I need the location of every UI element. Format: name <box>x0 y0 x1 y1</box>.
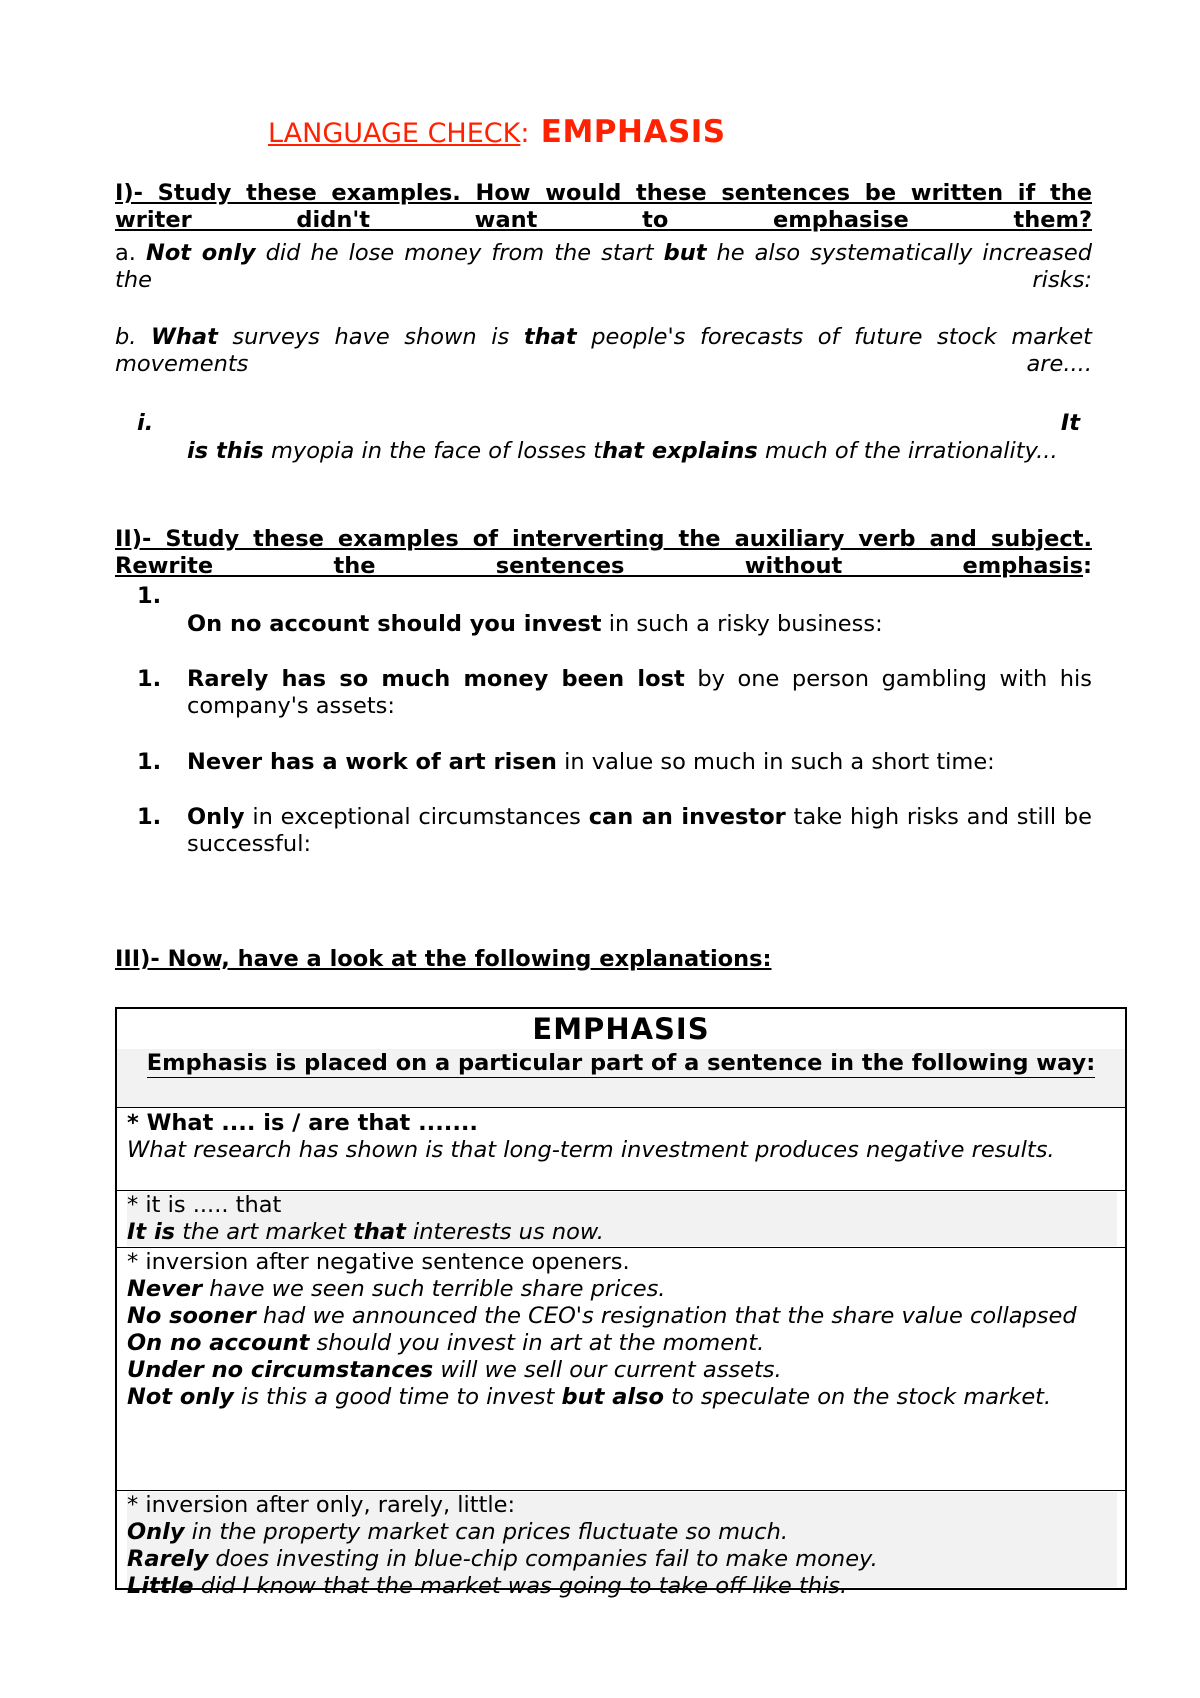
section-2-heading-text: II)- Study these examples of interverting the auxiliary verb and subject. Rewrite the sentences without emphasis <box>115 526 1092 579</box>
example-i <box>115 410 1092 490</box>
box-section-inversion-only <box>127 1492 1117 1599</box>
list-item-rest: in such a risky business: <box>601 611 883 637</box>
list-item-text <box>187 749 1092 776</box>
example-b-text2: people's forecasts of future stock market movements are.... <box>115 324 1093 377</box>
example-b-label: b. <box>115 324 137 350</box>
section-2-heading-colon: : <box>1083 553 1092 579</box>
rule-itis: * it is ..... that <box>127 1192 282 1218</box>
example-a-bold2: but <box>663 240 707 266</box>
list-item-text <box>187 611 1092 638</box>
list-item-text1: in exceptional circumstances <box>244 804 589 830</box>
list-item-bold2: can an investor <box>588 804 786 830</box>
example-no-sooner: No sooner had we announced the CEO's resignation that the share value collapsed <box>127 1303 1077 1329</box>
example-on-no-account: On no account should you invest in art at the moment. <box>127 1330 765 1356</box>
list-item-bold: Rarely has so much money been lost <box>187 666 685 692</box>
example-what: What research has shown is that long-term investment produces negative results. <box>127 1137 1055 1163</box>
box-section-inversion-negative <box>127 1249 1117 1411</box>
example-b-text1: surveys have shown is <box>217 324 524 350</box>
example-a-bold1: Not only <box>145 240 256 266</box>
example-i-bold1: is this <box>187 438 264 464</box>
example-under-no-circumstances: Under no circumstances will we sell our current assets. <box>127 1357 782 1383</box>
title-colon: : <box>520 118 530 149</box>
example-i-text1: myopia in the face of losses t <box>263 438 603 464</box>
list-item-bold: Never has a work of art risen <box>187 749 557 775</box>
list-item-bold1: Only <box>187 804 245 830</box>
title-emphasis: EMPHASIS <box>529 114 726 150</box>
list-item-text2: take high risks and still be successful: <box>187 804 1092 857</box>
list-item-text <box>187 666 1092 720</box>
box-section-what <box>127 1110 1117 1164</box>
example-i-bold2: hat explains <box>602 438 758 464</box>
list-item-number: 1. <box>137 804 162 830</box>
example-a-label: a. <box>115 240 136 266</box>
divider <box>117 1107 1125 1108</box>
title-language-check: LANGUAGE CHECK <box>268 118 521 149</box>
example-itis: It is the art market that interests us now. <box>127 1219 604 1245</box>
list-item-text <box>187 804 1092 858</box>
divider <box>117 1490 1125 1491</box>
example-never: Never have we seen such terrible share prices. <box>127 1276 666 1302</box>
emphasis-box <box>115 1007 1127 1599</box>
list-item <box>115 804 1092 860</box>
example-a-text1: did he lose money from the start <box>255 240 664 266</box>
list-item-rest: by one person gambling with his company's assets: <box>187 666 1092 719</box>
section-2-heading <box>115 526 1092 580</box>
list-item-number: 1. <box>137 666 162 692</box>
example-not-only: Not only is this a good time to invest but also to speculate on the stock market. <box>127 1384 1052 1410</box>
box-section-itis <box>127 1192 1117 1246</box>
example-i-text2: much of the irrationality... <box>757 438 1058 464</box>
example-b-bold2: that <box>523 324 577 350</box>
list-item <box>115 583 1092 639</box>
example-little: Little did I know that the market was going to take off like this. <box>127 1573 848 1599</box>
example-i-text <box>187 438 1092 465</box>
divider <box>117 1247 1125 1248</box>
box-subtitle: Emphasis is placed on a particular part of a sentence in the following way: <box>117 1049 1125 1107</box>
page-title <box>268 112 726 154</box>
section-1-heading: I)- Study these examples. How would these sentences be written if the writer didn't want to emphasise them? <box>115 180 1092 233</box>
box-title: EMPHASIS <box>532 1012 710 1046</box>
example-i-label: i. <box>137 410 154 436</box>
divider <box>117 1190 1125 1191</box>
rule-what: * What .... is / are that ....... <box>127 1110 478 1136</box>
list-item <box>115 666 1092 722</box>
example-a <box>115 240 1092 294</box>
list-item-number: 1. <box>137 583 162 609</box>
rule-inversion-only: * inversion after only, rarely, little: <box>127 1492 516 1518</box>
example-b-bold1: What <box>151 324 218 350</box>
example-a-text2: he also systematically increased the risks: <box>115 240 1093 293</box>
list-item <box>115 749 1092 779</box>
rule-inversion-negative: * inversion after negative sentence openers. <box>127 1249 630 1275</box>
list-item-rest: in value so much in such a short time: <box>556 749 995 775</box>
list-item-number: 1. <box>137 749 162 775</box>
example-rarely: Rarely does investing in blue-chip companies fail to make money. <box>127 1546 878 1572</box>
example-i-it: It <box>1060 410 1080 436</box>
example-only: Only in the property market can prices fluctuate so much. <box>127 1519 789 1545</box>
section-3-heading: III)- Now, have a look at the following explanations: <box>115 946 772 972</box>
example-b <box>115 324 1092 378</box>
list-item-bold: On no account should you invest <box>187 611 602 637</box>
